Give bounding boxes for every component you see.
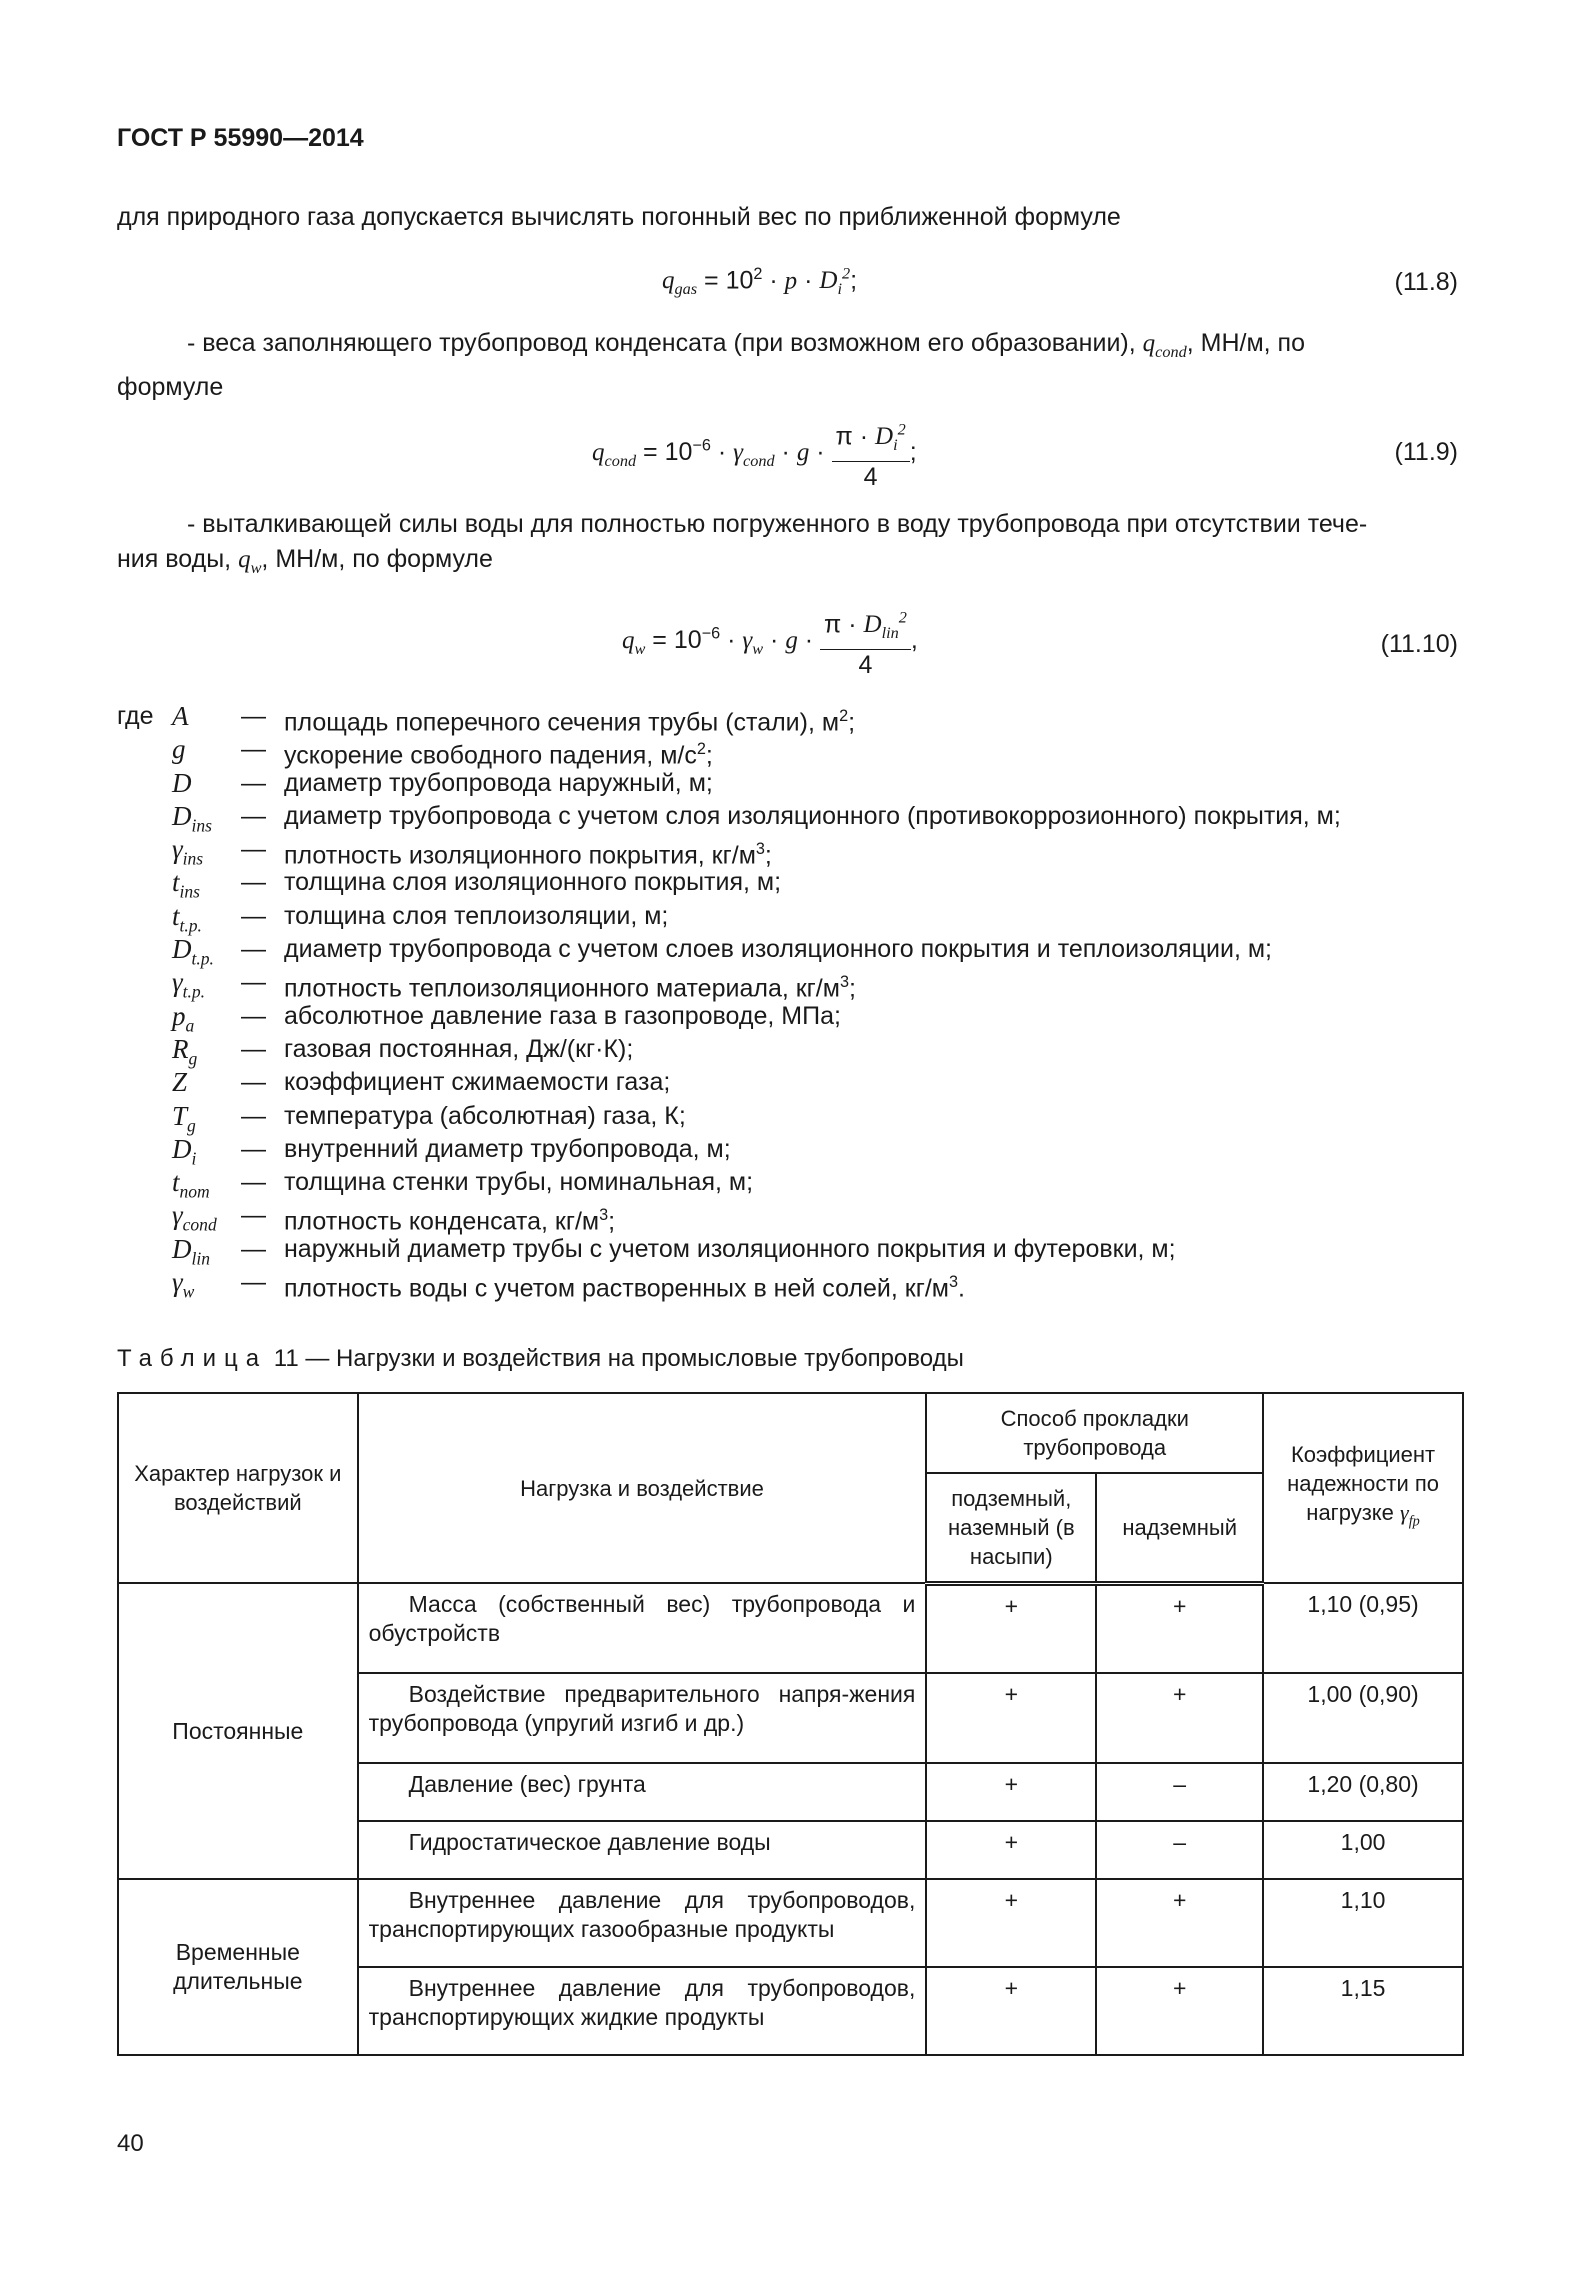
underground-cell: + (926, 1763, 1096, 1821)
load-cell: Масса (собственный вес) трубопровода и обустройств (358, 1583, 927, 1673)
underground-cell: + (926, 1821, 1096, 1879)
paragraph-buoyancy-units: , МН/м, по формуле (261, 545, 493, 573)
aboveground-cell: + (1096, 1967, 1263, 2055)
header-coefficient: Коэффициент надежности по нагрузке $\gamma_{fp}$ (1263, 1393, 1463, 1583)
aboveground-cell: + (1096, 1583, 1263, 1673)
group-permanent: Постоянные (118, 1583, 358, 1879)
table-row (118, 1583, 1463, 1673)
coefficient-cell: 1,20 (0,80) (1263, 1763, 1463, 1821)
underground-cell: + (926, 1583, 1096, 1673)
load-cell: Давление (вес) грунта (358, 1763, 927, 1821)
loads-table (117, 1392, 1464, 2056)
load-cell: Гидростатическое давление воды (358, 1821, 927, 1879)
formula-11-10: $q_w = 10^{-6} \cdot \gamma_w \cdot g$ · $\frac{\pi \cdot D_{lin}^2}{4}$ , (622, 602, 918, 680)
aboveground-cell: – (1096, 1763, 1263, 1821)
load-cell: Внутреннее давление для трубопроводов, транспортирующих газообразные продукты (358, 1879, 927, 1967)
paragraph-buoyancy-line2: ния воды, (117, 545, 232, 573)
group-temporary-long: Временные длительные (118, 1879, 358, 2055)
q-cond-symbol: $q_{cond}$ (1142, 330, 1187, 361)
table-caption (117, 1345, 964, 1373)
formula-11-10-number: (11.10) (1380, 630, 1458, 658)
intro-paragraph: для природного газа допускается вычислять погонный вес по приближенной формуле (117, 203, 1121, 231)
aboveground-cell: + (1096, 1879, 1263, 1967)
aboveground-cell: + (1096, 1673, 1263, 1763)
paragraph-buoyancy (117, 507, 1464, 586)
table-row (118, 1879, 1463, 1967)
paragraph-condensate (117, 326, 1464, 405)
paragraph-condensate-text: - веса заполняющего трубопровод конденсата (при возможном его образовании), (187, 329, 1136, 357)
header-character: Характер нагрузок и воздействий (118, 1393, 358, 1583)
aboveground-cell: – (1096, 1821, 1263, 1879)
header-method: Способ прокладки трубопровода (926, 1393, 1263, 1473)
header-underground: подземный, наземный (в насыпи) (926, 1473, 1096, 1583)
coefficient-cell: 1,10 (0,95) (1263, 1583, 1463, 1673)
q-w-symbol: $q_w$ (238, 546, 262, 577)
coefficient-cell: 1,00 (0,90) (1263, 1673, 1463, 1763)
paragraph-buoyancy-line1: - выталкивающей силы воды для полностью погруженного в воду трубопровода при отсутствии тече- (187, 510, 1368, 538)
load-cell: Внутреннее давление для трубопроводов, транспортирующих жидкие продукты (358, 1967, 927, 2055)
where-label: где (117, 702, 154, 730)
page-number: 40 (117, 2130, 144, 2157)
formula-11-8-number: (11.8) (1394, 268, 1458, 296)
table-caption-title: 11 — Нагрузки и воздействия на промысловые трубопроводы (267, 1345, 964, 1372)
underground-cell: + (926, 1879, 1096, 1967)
formula-11-9-number: (11.9) (1394, 438, 1458, 466)
table-caption-prefix: Таблица (117, 1345, 268, 1372)
coefficient-cell: 1,10 (1263, 1879, 1463, 1967)
coefficient-cell: 1,15 (1263, 1967, 1463, 2055)
coefficient-cell: 1,00 (1263, 1821, 1463, 1879)
formula-11-9: $q_{cond} = 10^{-6} \cdot \gamma_{cond} \cdot g$ · $\frac{\pi \cdot D_i^2}{4}$ ; (592, 414, 917, 492)
paragraph-condensate-line2: формуле (117, 373, 224, 401)
formula-11-8: $q_{gas} = 10^2 \cdot p \cdot D_i^2$; (662, 265, 858, 299)
underground-cell: + (926, 1673, 1096, 1763)
header-load: Нагрузка и воздействие (358, 1393, 927, 1583)
paragraph-condensate-units: , МН/м, по (1186, 329, 1305, 357)
document-header: ГОСТ Р 55990—2014 (117, 124, 364, 152)
underground-cell: + (926, 1967, 1096, 2055)
header-aboveground: надземный (1096, 1473, 1263, 1583)
load-cell: Воздействие предварительного напря-жения трубопровода (упругий изгиб и др.) (358, 1673, 927, 1763)
